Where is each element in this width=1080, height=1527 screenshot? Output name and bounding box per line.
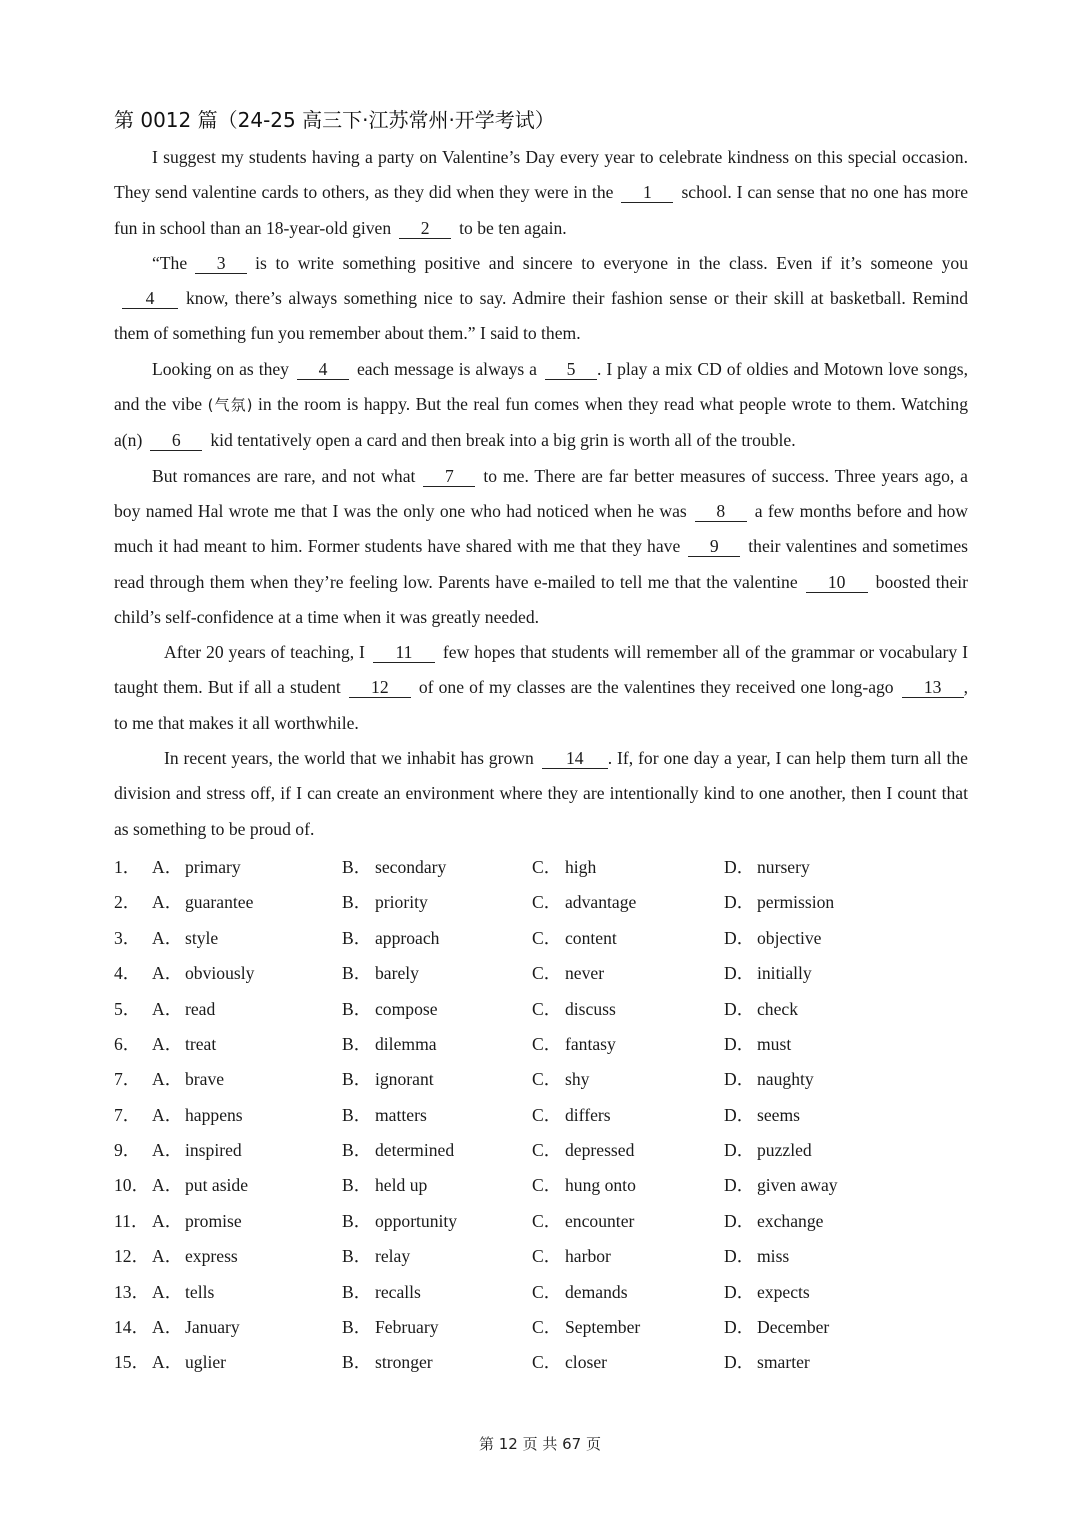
option-text: hung onto: [565, 1175, 636, 1196]
option-c: [532, 889, 636, 914]
option-d: [724, 1208, 823, 1233]
option-letter: B．: [342, 1210, 372, 1231]
option-letter: C．: [532, 927, 562, 948]
option-c: [532, 1066, 589, 1091]
option-b: [342, 889, 428, 914]
text: I suggest my students having a party on Valentine’s Day every year to celebrate kindness on this special occasion. They send valentine cards to others, as they did when they were in the: [114, 147, 968, 203]
option-d: [724, 1066, 814, 1091]
blank-6: 6: [150, 430, 202, 451]
option-text: seems: [757, 1104, 800, 1125]
paragraph-4: [114, 459, 968, 635]
question-number: 6．: [114, 1033, 141, 1054]
question-row: [114, 1237, 968, 1272]
text: kid tentatively open a card and then break into a big grin is worth all of the trouble.: [210, 430, 796, 451]
option-text: obviously: [185, 963, 255, 984]
option-letter: D．: [724, 892, 755, 913]
option-text: miss: [757, 1246, 790, 1267]
chinese-gloss: (气氛): [207, 396, 253, 415]
option-letter: A．: [152, 856, 183, 877]
option-letter: C．: [532, 892, 562, 913]
option-letter: B．: [342, 1281, 372, 1302]
option-b: [342, 1066, 434, 1091]
question-row: [114, 1202, 968, 1237]
text: boosted their child’s self-confidence at a time when it was greatly needed.: [114, 571, 968, 627]
option-letter: C．: [532, 998, 562, 1019]
option-letter: B．: [342, 1175, 372, 1196]
question-number: 5．: [114, 998, 141, 1019]
question-number: 7．: [114, 1069, 141, 1090]
text: But romances are rare, and not what: [152, 465, 416, 486]
option-c: [532, 1172, 636, 1197]
option-d: [724, 1314, 829, 1339]
option-text: ignorant: [375, 1069, 434, 1090]
option-text: guarantee: [185, 892, 254, 913]
option-letter: D．: [724, 1140, 755, 1161]
option-text: discuss: [565, 998, 616, 1019]
option-letter: B．: [342, 1317, 372, 1338]
option-letter: B．: [342, 1069, 372, 1090]
question-number: 15．: [114, 1352, 150, 1373]
option-b: [342, 1137, 454, 1162]
text: Looking on as they: [152, 358, 289, 379]
option-b: [342, 854, 446, 879]
blank-2: 2: [399, 218, 451, 239]
option-letter: D．: [724, 1175, 755, 1196]
option-letter: D．: [724, 1317, 755, 1338]
passage: [114, 140, 968, 847]
option-letter: A．: [152, 1069, 183, 1090]
question-row: [114, 1060, 968, 1095]
option-letter: D．: [724, 963, 755, 984]
option-letter: A．: [152, 1140, 183, 1161]
option-letter: D．: [724, 998, 755, 1019]
option-letter: A．: [152, 1175, 183, 1196]
option-letter: B．: [342, 1033, 372, 1054]
blank-1: 1: [621, 182, 673, 203]
page-title: [114, 100, 968, 140]
option-text: compose: [375, 998, 438, 1019]
option-a: [152, 1172, 248, 1197]
option-text: tells: [185, 1281, 215, 1302]
page-content: [114, 100, 968, 1379]
option-text: held up: [375, 1175, 428, 1196]
option-letter: D．: [724, 1352, 755, 1373]
option-letter: A．: [152, 1033, 183, 1054]
question-number: 10．: [114, 1175, 150, 1196]
text: is to write something positive and sincere to everyone in the class. Even if it’s someone you: [255, 252, 968, 273]
paragraph-5: [114, 635, 968, 741]
question-number: 11．: [114, 1210, 149, 1231]
question-number: 14．: [114, 1317, 150, 1338]
text: to me. There are far better measures of success. Three years ago, a boy named Hal wrote me that I was the only one who had noticed when he was: [114, 465, 968, 521]
option-d: [724, 1243, 789, 1268]
option-letter: C．: [532, 1140, 562, 1161]
option-text: advantage: [565, 892, 637, 913]
option-text: puzzled: [757, 1140, 812, 1161]
question-number: 4．: [114, 963, 141, 984]
blank-7: 7: [423, 466, 475, 487]
option-d: [724, 996, 798, 1021]
option-text: depressed: [565, 1140, 635, 1161]
option-letter: C．: [532, 1281, 562, 1302]
option-letter: C．: [532, 856, 562, 877]
option-text: initially: [757, 963, 812, 984]
option-c: [532, 1208, 634, 1233]
option-text: smarter: [757, 1352, 810, 1373]
option-text: harbor: [565, 1246, 611, 1267]
option-letter: A．: [152, 1352, 183, 1373]
option-a: [152, 1243, 238, 1268]
option-text: check: [757, 998, 799, 1019]
option-a: [152, 889, 253, 914]
question-row: [114, 1131, 968, 1166]
option-letter: A．: [152, 1246, 183, 1267]
option-a: [152, 925, 218, 950]
option-letter: D．: [724, 856, 755, 877]
option-letter: A．: [152, 892, 183, 913]
text: to be ten again.: [459, 217, 567, 238]
question-row: [114, 1273, 968, 1308]
blank-9: 9: [688, 536, 740, 557]
blank-14: 14: [542, 748, 608, 769]
option-text: priority: [375, 892, 428, 913]
option-letter: B．: [342, 998, 372, 1019]
option-text: closer: [565, 1352, 608, 1373]
option-d: [724, 854, 810, 879]
option-b: [342, 1102, 427, 1127]
option-letter: A．: [152, 998, 183, 1019]
option-a: [152, 854, 241, 879]
option-letter: A．: [152, 963, 183, 984]
question-row: [114, 1096, 968, 1131]
question-number: 7．: [114, 1104, 141, 1125]
option-letter: A．: [152, 1104, 183, 1125]
option-letter: C．: [532, 1175, 562, 1196]
text: their valentines and sometimes read through them when they’re feeling low. Parents have e-mailed to tell me that the valentine: [114, 536, 968, 592]
option-a: [152, 996, 215, 1021]
option-text: expects: [757, 1281, 810, 1302]
option-c: [532, 1102, 611, 1127]
option-letter: D．: [724, 1104, 755, 1125]
option-text: stronger: [375, 1352, 433, 1373]
option-text: nursery: [757, 856, 810, 877]
blank-11: 11: [373, 642, 435, 663]
option-text: put aside: [185, 1175, 249, 1196]
option-letter: B．: [342, 1246, 372, 1267]
question-row: [114, 1308, 968, 1343]
option-letter: C．: [532, 1317, 562, 1338]
option-a: [152, 960, 254, 985]
option-text: recalls: [375, 1281, 421, 1302]
option-text: never: [565, 963, 605, 984]
option-text: treat: [185, 1033, 217, 1054]
option-c: [532, 1349, 607, 1374]
option-text: primary: [185, 856, 241, 877]
option-b: [342, 1031, 437, 1056]
option-text: secondary: [375, 856, 447, 877]
option-text: approach: [375, 927, 440, 948]
option-letter: C．: [532, 1069, 562, 1090]
option-letter: D．: [724, 1033, 755, 1054]
option-a: [152, 1208, 242, 1233]
option-a: [152, 1137, 242, 1162]
blank-10: 10: [806, 572, 868, 593]
option-c: [532, 1243, 611, 1268]
text: in the room is happy. But the real fun comes when they read what people wrote to them. Watching a(n): [114, 394, 969, 451]
option-a: [152, 1279, 214, 1304]
question-number: 3．: [114, 927, 141, 948]
question-number: 2．: [114, 892, 141, 913]
article-source: （24-25 高三下·江苏常州·开学考试）: [217, 108, 555, 132]
option-letter: A．: [152, 1317, 183, 1338]
question-number: 12．: [114, 1246, 150, 1267]
option-d: [724, 889, 834, 914]
option-text: permission: [757, 892, 835, 913]
text: . If, for one day a year, I can help them turn all the division and stress off, if I can create an environment where they are intentionally kind to one another, then I count that as something to be proud of.: [114, 748, 968, 839]
blank-8: 8: [695, 501, 747, 522]
option-text: fantasy: [565, 1033, 616, 1054]
paragraph-3: [114, 352, 968, 459]
text: of one of my classes are the valentines they received one long-ago: [418, 677, 894, 698]
option-text: December: [757, 1317, 830, 1338]
paragraph-1: [114, 140, 968, 246]
option-b: [342, 925, 439, 950]
question-number: 9．: [114, 1140, 141, 1161]
option-d: [724, 1349, 810, 1374]
option-b: [342, 1243, 410, 1268]
option-b: [342, 1208, 457, 1233]
option-letter: D．: [724, 1281, 755, 1302]
option-letter: C．: [532, 1352, 562, 1373]
option-d: [724, 925, 821, 950]
option-letter: D．: [724, 1210, 755, 1231]
option-a: [152, 1102, 243, 1127]
option-text: happens: [185, 1104, 243, 1125]
option-letter: C．: [532, 1104, 562, 1125]
option-letter: B．: [342, 927, 372, 948]
option-text: January: [185, 1317, 240, 1338]
option-c: [532, 996, 616, 1021]
question-number: 1．: [114, 856, 141, 877]
option-letter: D．: [724, 1069, 755, 1090]
option-text: barely: [375, 963, 419, 984]
option-letter: A．: [152, 1281, 183, 1302]
option-letter: C．: [532, 1033, 562, 1054]
question-row: [114, 848, 968, 883]
option-text: exchange: [757, 1210, 824, 1231]
question-row: [114, 1166, 968, 1201]
blank-4b: 4: [297, 359, 349, 380]
option-letter: A．: [152, 1210, 183, 1231]
blank-13: 13: [902, 677, 964, 698]
article-number: 第 0012 篇: [114, 108, 218, 132]
option-letter: B．: [342, 963, 372, 984]
question-row: [114, 954, 968, 989]
blank-4: 4: [122, 288, 178, 309]
option-text: given away: [757, 1175, 838, 1196]
option-text: uglier: [185, 1352, 227, 1373]
question-row: [114, 883, 968, 918]
paragraph-6: [114, 741, 968, 847]
option-d: [724, 1031, 791, 1056]
paragraph-2: [114, 246, 968, 352]
question-number: 13．: [114, 1281, 150, 1302]
text: After 20 years of teaching, I: [164, 642, 365, 663]
option-text: shy: [565, 1069, 590, 1090]
option-b: [342, 1349, 433, 1374]
option-text: inspired: [185, 1140, 242, 1161]
option-letter: C．: [532, 963, 562, 984]
option-letter: C．: [532, 1210, 562, 1231]
option-letter: B．: [342, 1352, 372, 1373]
option-b: [342, 1172, 427, 1197]
text: school. I can sense that no one has more fun in school than an 18-year-old given: [114, 182, 968, 238]
blank-3: 3: [195, 253, 247, 274]
option-text: naughty: [757, 1069, 814, 1090]
option-b: [342, 1279, 421, 1304]
option-a: [152, 1349, 226, 1374]
question-row: [114, 990, 968, 1025]
option-letter: B．: [342, 1140, 372, 1161]
option-d: [724, 1102, 800, 1127]
option-letter: D．: [724, 1246, 755, 1267]
option-d: [724, 1279, 810, 1304]
blank-12: 12: [349, 677, 411, 698]
blank-5: 5: [545, 359, 597, 380]
option-text: must: [757, 1033, 792, 1054]
option-letter: B．: [342, 1104, 372, 1125]
text: each message is always a: [356, 358, 537, 379]
option-letter: D．: [724, 927, 755, 948]
option-d: [724, 960, 812, 985]
text: a few months before and how much it had meant to him. Former students have shared with me that they have: [114, 500, 968, 557]
option-text: dilemma: [375, 1033, 437, 1054]
option-b: [342, 996, 438, 1021]
option-text: promise: [185, 1210, 242, 1231]
option-c: [532, 854, 596, 879]
question-row: [114, 1343, 968, 1378]
text: few hopes that students will remember all of the grammar or vocabulary I taught them. But if all a student: [114, 642, 968, 698]
option-letter: A．: [152, 927, 183, 948]
option-d: [724, 1137, 812, 1162]
option-text: style: [185, 927, 219, 948]
option-text: express: [185, 1246, 238, 1267]
option-a: [152, 1314, 240, 1339]
option-text: brave: [185, 1069, 225, 1090]
page-footer: 第 12 页 共 67 页: [478, 1435, 601, 1453]
option-letter: B．: [342, 892, 372, 913]
option-text: opportunity: [375, 1210, 458, 1231]
text: In recent years, the world that we inhabit has grown: [164, 748, 534, 769]
text: , to me that makes it all worthwhile.: [114, 677, 969, 733]
option-letter: B．: [342, 856, 372, 877]
option-text: demands: [565, 1281, 628, 1302]
option-letter: C．: [532, 1246, 562, 1267]
option-text: objective: [757, 927, 822, 948]
option-text: differs: [565, 1104, 611, 1125]
option-c: [532, 1031, 616, 1056]
option-c: [532, 925, 617, 950]
option-d: [724, 1172, 838, 1197]
option-text: read: [185, 998, 216, 1019]
option-a: [152, 1066, 224, 1091]
option-c: [532, 1279, 628, 1304]
text: know, there’s always something nice to say. Admire their fashion sense or their skill at basketball. Remind them of something fun you remember about them.” I said to them.: [114, 288, 968, 344]
option-text: content: [565, 927, 617, 948]
option-b: [342, 960, 419, 985]
question-row: [114, 919, 968, 954]
option-text: matters: [375, 1104, 427, 1125]
option-c: [532, 1137, 634, 1162]
option-text: February: [375, 1317, 439, 1338]
option-c: [532, 1314, 640, 1339]
option-text: encounter: [565, 1210, 635, 1231]
text: . I play a mix CD of oldies and Motown love songs, and the vibe: [114, 358, 968, 415]
options-list: [114, 848, 968, 1379]
option-b: [342, 1314, 439, 1339]
option-text: relay: [375, 1246, 411, 1267]
option-text: determined: [375, 1140, 455, 1161]
option-text: high: [565, 856, 597, 877]
option-text: September: [565, 1317, 641, 1338]
question-row: [114, 1025, 968, 1060]
option-c: [532, 960, 604, 985]
option-a: [152, 1031, 216, 1056]
text: “The: [152, 252, 188, 273]
